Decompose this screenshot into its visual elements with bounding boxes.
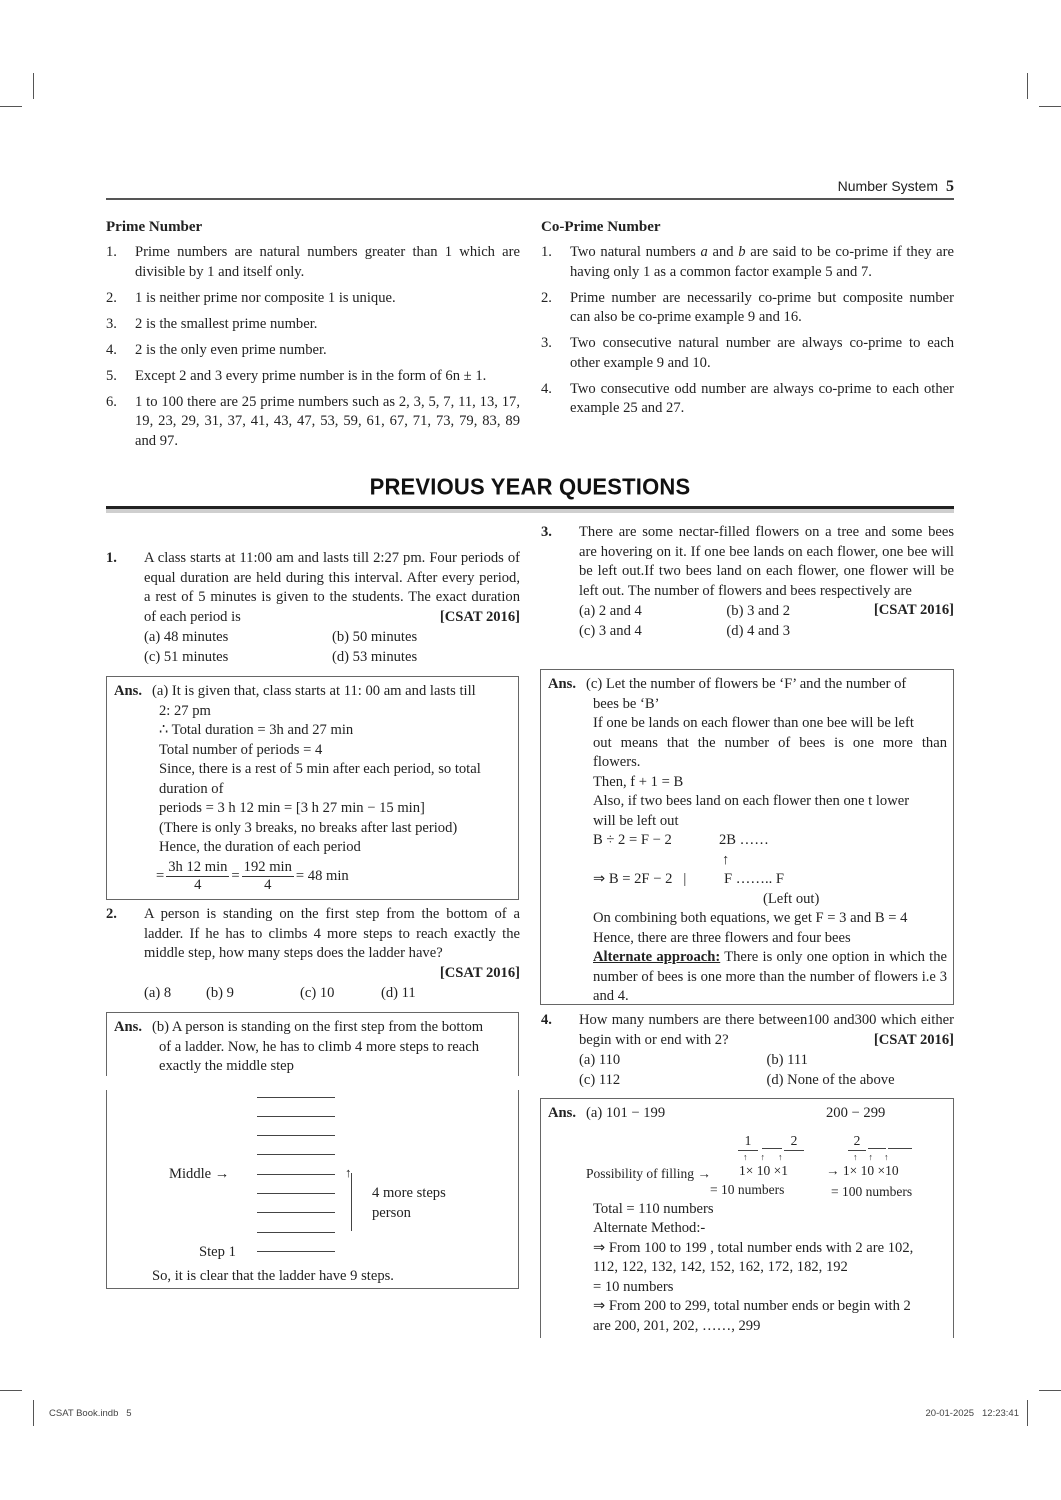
list-item: [106, 341, 520, 361]
answer-line: Alternate Method:-: [593, 1220, 706, 1236]
answer-box-3: [540, 669, 954, 1005]
item-number: 4.: [106, 341, 117, 358]
answer-line: 112, 122, 132, 142, 152, 162, 172, 182, 192: [593, 1259, 848, 1275]
item-text: are said to be co-prime if they are having only 1 as a common factor example 5 and 7.: [570, 244, 954, 280]
item-text: 1 to 100 there are 25 prime numbers such as 2, 3, 5, 7, 11, 13, 17, 19, 23, 29, 31, 37, 41, 43, 47, 53, 59, 61, 67, 71, 73, 79, 83, 89 and 97.: [135, 393, 520, 449]
option-b: (b) 9: [206, 985, 234, 1001]
left-out-row: [586, 890, 947, 910]
small-arrows-icon: ↑↑↑: [743, 1151, 796, 1162]
crop-mark: [0, 1390, 22, 1391]
exam-tag: [CSAT 2016]: [439, 608, 520, 625]
answer-line: (There is only 3 breaks, no breaks after last period): [159, 819, 458, 836]
question-text: [144, 549, 520, 627]
question-1: [106, 549, 520, 667]
answer-line: Total number of periods = 4: [159, 741, 323, 758]
crop-mark: [33, 1400, 34, 1426]
slot: 1: [738, 1131, 758, 1152]
answer-body: [586, 1104, 947, 1336]
option-d: (d) 11: [381, 985, 416, 1001]
crop-mark: [33, 73, 34, 99]
item-text: 2 is the smallest prime number.: [135, 315, 318, 332]
question-2: [106, 905, 520, 1004]
crop-mark: [1027, 73, 1028, 99]
answer-line: Since, there is a rest of 5 min after each period, so total: [159, 761, 481, 777]
list-item: [106, 315, 520, 335]
answer-line: Then, f + 1 = B: [593, 773, 684, 790]
option-b: (b) 111: [766, 1052, 808, 1068]
answer-line: ⇒ From 200 to 299, total number ends or begin with 2: [593, 1298, 911, 1314]
answer-line: 2: 27 pm: [159, 702, 211, 719]
option-a: (a) 2 and 4: [579, 603, 642, 619]
answer-label: Ans.: [548, 676, 576, 692]
item-text: Two natural numbers: [570, 244, 701, 260]
list-item: [541, 380, 954, 419]
list-item: [106, 243, 520, 282]
option-b: (b) 50 minutes: [332, 629, 418, 645]
filling-label: Possibility of filling →: [586, 1165, 711, 1181]
item-text: Except 2 and 3 every prime number is in the form of 6n ± 1.: [135, 367, 487, 384]
answer-line: (a) It is given that, class starts at 11: 00 am and lasts till: [152, 683, 476, 699]
running-header: [106, 176, 954, 200]
list-item: [541, 243, 954, 282]
numerator: 3h 12 min: [168, 858, 228, 875]
answer-line: Total = 110 numbers: [593, 1200, 714, 1217]
conclusion: So, it is clear that the ladder have 9 steps.: [152, 1268, 394, 1284]
answer-line: flowers.: [593, 754, 641, 770]
answer-box-1: [106, 676, 519, 900]
question-text: [144, 905, 520, 983]
question-body: There are some nectar-filled flowers on a tree and some bees are hovering on it. If one bee lands on each flower, one bee will be left out.If two bees land on each flower, one flower will be left out. The number of flowers and bees respectively are: [579, 524, 954, 599]
option-c: (c) 51 minutes: [144, 648, 229, 665]
slot: [868, 1131, 886, 1149]
result-2: = 100 numbers: [831, 1183, 913, 1199]
equation-1: B ÷ 2 = F − 2: [593, 832, 672, 848]
alt-label: Alternate approach:: [593, 949, 721, 965]
item-number: 4.: [541, 380, 552, 397]
answer-box-2-top: [106, 1012, 519, 1076]
left-out-label: (Left out): [763, 890, 820, 907]
chapter-title: [838, 178, 954, 196]
item-number: 1.: [541, 244, 552, 260]
item-number: 1.: [106, 244, 117, 260]
answer-box-4: [540, 1098, 954, 1338]
list-item: [541, 289, 954, 328]
answer-line: will be left out: [593, 812, 679, 829]
item-number: 2.: [106, 289, 117, 306]
exam-tag: [CSAT 2016]: [439, 964, 520, 981]
range-2: 200 − 299: [826, 1105, 886, 1121]
middle-label: Middle →: [169, 1166, 230, 1182]
ladder-rung: [257, 1097, 335, 1098]
prime-number-section: [106, 219, 520, 458]
options: [144, 984, 520, 1004]
answer-line: ∴ Total duration = 3h and 27 min: [159, 722, 354, 738]
pyq-heading: [106, 474, 954, 509]
alt-text: There is only one option in which the number of bees is one more than the number of flowers i.e 3 and 4.: [593, 949, 947, 1004]
ladder-rung: [257, 1193, 335, 1194]
slot: [762, 1131, 782, 1149]
answer-body: [586, 675, 947, 1007]
answer-line: periods = 3 h 12 min = [3 h 27 min − 15 min]: [159, 800, 425, 816]
options: [579, 602, 874, 641]
option-a: (a) 48 minutes: [144, 629, 229, 645]
answer-line: exactly the middle step: [159, 1058, 294, 1074]
item-text: Prime number are necessarily co-prime but composite number can also be co-prime example 9 and 16.: [570, 289, 954, 325]
fraction-equation: = $\frac{3h 12 \min}{4}$ = $\frac{192 \min}{4}$ = 48 min: [156, 858, 349, 893]
answer-line: of a ladder. Now, he has to climb 4 more steps to reach: [159, 1038, 480, 1055]
options: [579, 1051, 954, 1090]
numerator: 192 min: [243, 858, 292, 875]
item-text: 1 is neither prime nor composite 1 is unique.: [135, 289, 396, 306]
result-1: = 10 numbers: [710, 1181, 785, 1197]
equation-row: [586, 870, 947, 890]
option-a: (a) 8: [144, 985, 172, 1001]
ladder-rung: [257, 1154, 335, 1155]
list-item: [106, 367, 520, 387]
step1-label: Step 1: [199, 1244, 236, 1260]
page-number: 5: [946, 178, 954, 195]
answer-body: [152, 1018, 512, 1077]
question-number: 3.: [541, 524, 552, 540]
denominator: 4: [194, 876, 202, 893]
calc-2: → 1× 10 ×10: [826, 1162, 899, 1178]
up-arrow-icon: ↑: [722, 851, 730, 868]
answer-line: Hence, the duration of each period: [159, 839, 361, 855]
option-c: (c) 112: [579, 1071, 621, 1088]
equation-2: ⇒ B = 2F − 2 |: [593, 871, 687, 887]
item-text: Two consecutive odd number are always co-prime to each other example 25 and 27.: [570, 380, 954, 416]
slug-timestamp: 20-01-2025 12:23:41: [925, 1408, 1019, 1419]
item-number: 3.: [541, 335, 552, 351]
answer-line: (c) Let the number of flowers be ‘F’ and the number of: [586, 676, 907, 692]
item-number: 5.: [106, 367, 117, 384]
list-item: [106, 289, 520, 309]
crop-mark: [0, 106, 22, 107]
arrow-row: [586, 851, 947, 871]
equation-2-right: F …….. F: [724, 871, 785, 887]
prime-list: [106, 243, 520, 451]
question-body: A class starts at 11:00 am and lasts till 2:27 pm. Four periods of equal duration are held during this interval. After every period, a rest of 5 minutes is given to the students. The exact duration of each period is: [144, 550, 520, 625]
denominator: 4: [264, 876, 272, 893]
section-title: Co-Prime Number: [541, 219, 661, 235]
fraction: [166, 859, 229, 894]
crop-mark: [1027, 1400, 1028, 1426]
item-number: 3.: [106, 315, 117, 332]
ladder-rung: [257, 1174, 335, 1175]
ladder-rung: [257, 1116, 335, 1117]
coprime-number-section: [541, 219, 954, 425]
slug-filename: CSAT Book.indb 5: [49, 1408, 132, 1419]
option-d: (d) 53 minutes: [332, 648, 418, 665]
variable-b: b: [738, 244, 746, 260]
alternate-approach: [586, 948, 947, 1007]
item-text: Prime numbers are natural numbers greater than 1 which are divisible by 1 and itself only.: [135, 244, 520, 280]
answer-line: Hence, there are three flowers and four bees: [593, 929, 851, 946]
answer-label: Ans.: [548, 1105, 576, 1121]
equation-1-right: 2B ……: [719, 832, 769, 848]
range-row: [586, 1104, 947, 1124]
ladder-rung: [257, 1232, 335, 1233]
item-text: 2 is the only even prime number.: [135, 341, 327, 358]
question-4: [541, 1011, 954, 1090]
question-number: 4.: [541, 1012, 552, 1028]
result: = 48 min: [295, 867, 349, 884]
arrow-head-icon: ↑: [345, 1165, 352, 1180]
option-d: (d) None of the above: [766, 1071, 895, 1088]
small-arrows-icon: ↑↑↑: [853, 1151, 900, 1162]
ladder-diagram: [106, 1090, 519, 1289]
option-c: (c) 3 and 4: [579, 622, 642, 639]
crop-mark: [1039, 1390, 1061, 1391]
variable-a: a: [700, 244, 708, 260]
answer-line: If one be lands on each flower than one bee will be left: [593, 715, 914, 731]
question-number: 2.: [106, 906, 117, 922]
list-item: [106, 393, 520, 452]
answer-line: On combining both equations, we get F = 3 and B = 4: [593, 910, 908, 926]
person-label: person: [372, 1205, 411, 1221]
pyq-title: PREVIOUS YEAR QUESTIONS: [369, 473, 691, 500]
exam-tag: [CSAT 2016]: [873, 1031, 954, 1048]
answer-line: bees be ‘B’: [593, 695, 660, 712]
equation-row: [586, 831, 947, 851]
option-d: (d) 4 and 3: [726, 622, 791, 639]
ladder-rung: [257, 1135, 335, 1136]
answer-line: Also, if two bees land on each flower then one t lower: [593, 793, 910, 809]
calc-1: 1× 10 ×1: [739, 1162, 788, 1178]
chapter-name: Number System: [837, 178, 938, 194]
question-body: A person is standing on the first step from the bottom of a ladder. If he has to climbs 4 more steps to reach exactly the middle step, how many steps does the ladder have?: [144, 906, 520, 961]
slot: [888, 1131, 912, 1149]
item-text: Two consecutive natural number are always co-prime to each other example 9 and 10.: [570, 335, 954, 371]
question-body: How many numbers are there between100 and300 which either begin with or end with 2?: [579, 1012, 954, 1048]
answer-body: [152, 682, 512, 894]
range-1: (a) 101 − 199: [586, 1105, 666, 1121]
answer-line: duration of: [159, 780, 224, 797]
options: [144, 628, 520, 667]
list-item: [541, 334, 954, 373]
item-number: 6.: [106, 393, 117, 410]
coprime-list: [541, 243, 954, 419]
item-text: and: [707, 244, 739, 260]
slot: 2: [848, 1131, 866, 1152]
question-number: 1.: [106, 550, 117, 566]
question-3: [541, 523, 954, 641]
exam-tag: [CSAT 2016]: [873, 602, 954, 618]
answer-label: Ans.: [114, 683, 142, 699]
ladder-rung: [257, 1212, 335, 1213]
item-number: 2.: [541, 289, 552, 306]
slot: 2: [784, 1131, 804, 1152]
steps-label: 4 more steps: [372, 1185, 446, 1201]
answer-line: are 200, 201, 202, ……, 299: [593, 1317, 761, 1334]
heading-shadow: [106, 509, 954, 513]
answer-label: Ans.: [114, 1019, 142, 1035]
ladder-rung: [257, 1251, 335, 1252]
answer-line: = 10 numbers: [593, 1278, 674, 1295]
crop-mark: [1039, 106, 1061, 107]
fraction: [242, 859, 294, 894]
answer-line: ⇒ From 100 to 199 , total number ends with 2 are 102,: [593, 1239, 914, 1256]
answer-line: out means that the number of bees is one more than: [593, 734, 947, 751]
option-b: (b) 3 and 2: [726, 603, 791, 619]
option-c: (c) 10: [300, 985, 335, 1001]
answer-line: (b) A person is standing on the first step from the bottom: [152, 1019, 484, 1035]
section-title: Prime Number: [106, 219, 203, 235]
filling-diagram: [586, 1124, 947, 1200]
question-text: [579, 1011, 954, 1050]
option-a: (a) 110: [579, 1052, 621, 1068]
